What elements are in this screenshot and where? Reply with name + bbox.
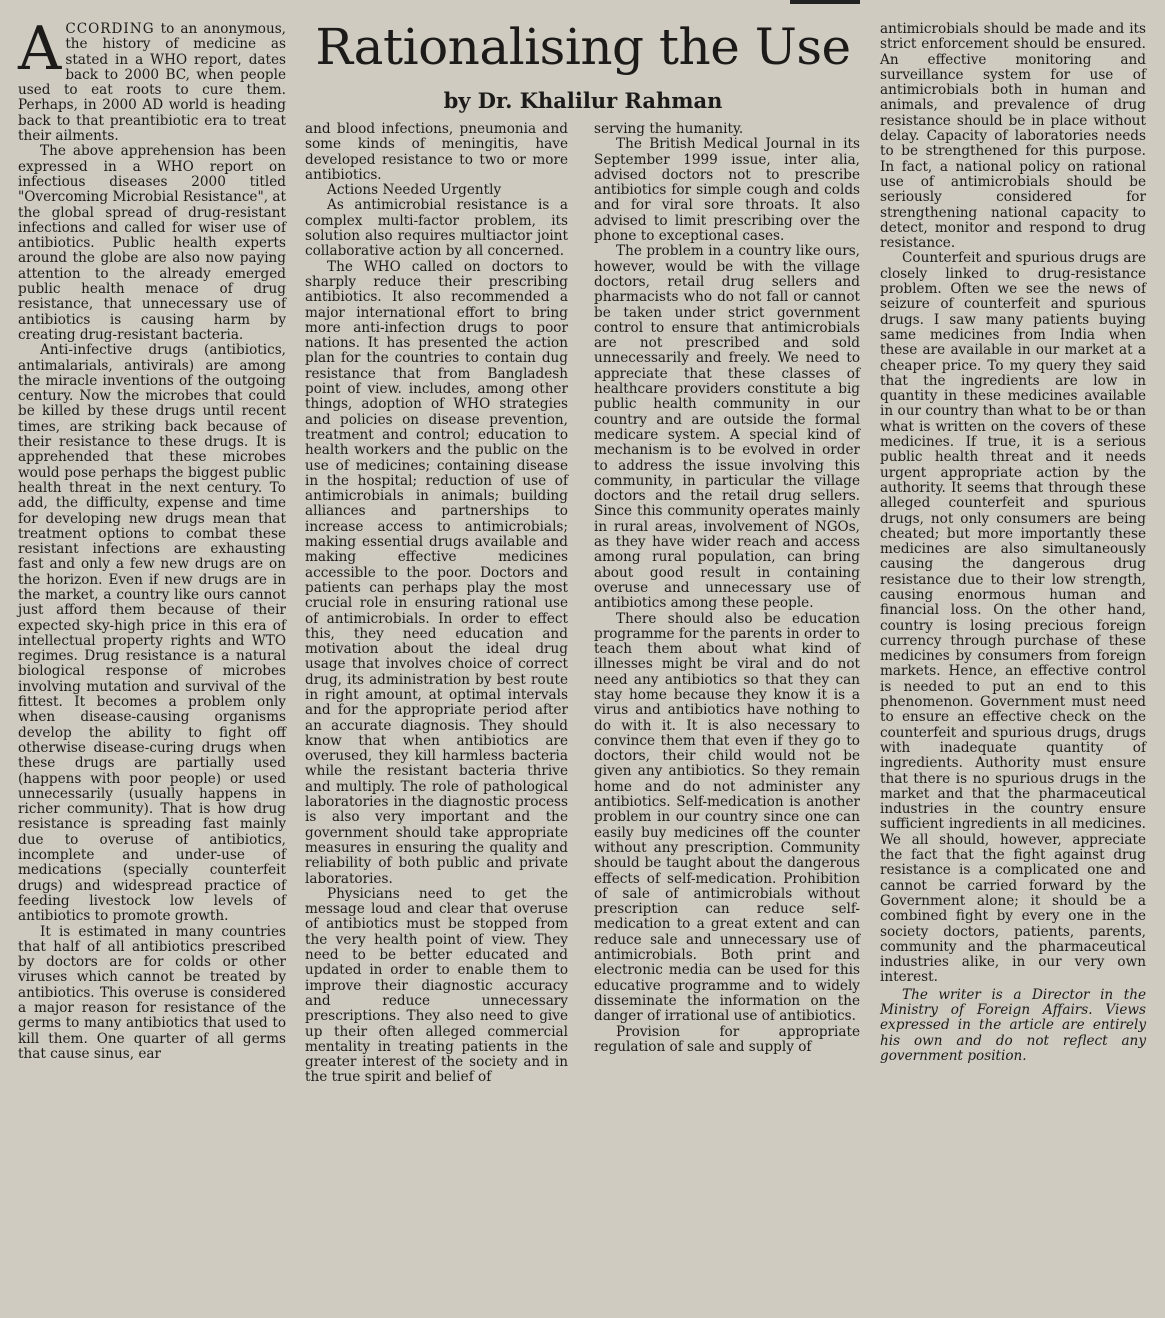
- paragraph: serving the humanity.: [594, 121, 744, 137]
- paragraph: Anti-infective drugs (antibiotics, antimalarials, antivirals) are among the miracle inventions of the outgoing century. Now the microbes that could be killed by these drugs until recent times, are striking back because of their resistance to these drugs. It is apprehended that these microbes would pose perhaps the biggest public health threat in the next century. To add, the difficulty, expense and time for developing new drugs mean that treatment options to combat these resistant infections are exhausting fast and only a few new drugs are on the horizon. Even if new drugs are in the market, a country like ours cannot just afford them because of their expected sky-high price in this era of intellectual property rights and WTO regimes. Drug resistance is a natural biological response of microbes involving mutation and survival of the fittest. It becomes a problem only when disease-causing organisms develop the ability to fight off otherwise disease-curing drugs when these drugs are partially used (happens with poor people) or used unnecessarily (usually happens in richer community). That is how drug resistance is spreading fast mainly due to overuse of antibiotics, incomplete and under-use of medications (specially counterfeit drugs) and widespread practice of feeding livestock low levels of antibiotics to promote growth.: [18, 342, 286, 925]
- subheading: Actions Needed Urgently: [327, 182, 502, 199]
- article-column-3: [594, 122, 860, 1055]
- author-note-text: The writer is a Director in the Ministry of Foreign Affairs. Views expressed in the article are entirely his own and do not reflect any government position.: [880, 986, 1146, 1064]
- paragraph: and blood infections, pneumonia and some kinds of meningitis, have developed resistance to two or more antibiotics.: [305, 121, 568, 183]
- top-rule: [790, 0, 860, 4]
- headline: Rationalising the Use: [315, 18, 851, 76]
- paragraph: The British Medical Journal in its September 1999 issue, inter alia, advised doctors not to prescribe antibiotics for simple cough and colds and for viral sore throats. It also advised to limit prescribing over the phone to exceptional cases.: [594, 136, 860, 245]
- paragraph: There should also be education programme for the parents in order to teach them about what kind of illnesses might be viral and do not need any antibiotics so that they can stay home because they know it is a virus and antibiotics have nothing to do with it. It is also necessary to convince them that even if they go to doctors, their child would not be given any antibiotics. So they remain home and do not administer any antibiotics. Self-medication is another problem in our country since one can easily buy medicines off the counter without any prescription. Community should be taught about the dangerous effects of self-medication. Prohibition of sale of antimicrobials without prescription can reduce self-medication to a great extent and can reduce sale and unnecessary use of antimicrobials. Both print and electronic media can be used for this educative programme and to widely disseminate the information on the danger of irrational use of antibiotics.: [594, 610, 860, 1025]
- paragraph: Provision for appropriate regulation of sale and supply of: [594, 1023, 860, 1055]
- byline: by Dr. Khalilur Rahman: [443, 88, 723, 113]
- article-column-2: [305, 122, 568, 1086]
- paragraph: Physicians need to get the message loud and clear that overuse of antibiotics must be stopped from the very health point of view. They need to be better educated and updated in order to enable them to improve their diagnostic accuracy and reduce unnecessary prescriptions. They also need to give up their often alleged commercial mentality in treating patients in the greater interest of the society and in the true spirit and belief of: [305, 885, 568, 1086]
- lead-paragraph: [18, 14, 286, 145]
- author-note: [880, 988, 1146, 1064]
- paragraph: Counterfeit and spurious drugs are closely linked to drug-resistance problem. Often we see the news of seizure of counterfeit and spurious drugs. I saw many patients buying same medicines from India when these are available in our market at a cheaper price. To my query they said that the ingredients are low in quantity in these medicines available in our country than what to be or than what is written on the covers of these medicines. If true, it is a serious public health threat and it needs urgent appropriate action by the authority. It seems that through these alleged counterfeit and spurious drugs, not only consumers are being cheated; but more importantly these medicines are also simultaneously causing the dangerous drug resistance due to their low strength, causing enormous human and financial loss. On the other hand, country is losing precious foreign currency through purchase of these medicines by consumers from foreign markets. Hence, an effective control is needed to put an end to this phenomenon. Government must need to ensure an effective check on the counterfeit and spurious drugs, drugs with inadequate quantity of ingredients. Authority must ensure that there is no spurious drugs in the market and that the pharmaceutical industries in the country ensure sufficient ingredients in all medicines. We all should, however, appreciate the fact that the fight against drug resistance is a complicated one and cannot be carried forward by the Government alone; it should be a combined fight by every one in the society doctors, patients, parents, community and the pharmaceutical industries alike, in our very own interest.: [880, 250, 1146, 986]
- article-column-1: [18, 14, 286, 1062]
- article-column-4: [880, 22, 1146, 1064]
- paragraph: The WHO called on doctors to sharply reduce their prescribing antibiotics. It also recommended a major international effort to bring more anti-infection drugs to poor nations. It has presented the action plan for the countries to contain dug resistance that from Bangladesh point of view. includes, among other things, adoption of WHO strategies and policies on disease prevention, treatment and control; education to health workers and the public on the use of medicines; containing disease in the hospital; reduction of use of antimicrobials in animals; building alliances and partnerships to increase access to antimicrobials; making essential drugs available and making effective medicines accessible to the poor. Doctors and patients can perhaps play the most crucial role in ensuring rational use of antimicrobials. In order to effect this, they need education and motivation about the ideal drug usage that involves choice of correct drug, its administration by best route in right amount, at optimal intervals and for the appropriate period after an accurate diagnosis. They should know that when antibiotics are overused, they kill harmless bacteria while the resistant bacteria thrive and multiply. The role of pathological laboratories in the diagnostic process is also very important and the government should take appropriate measures in ensuring the quality and reliability of both public and private laboratories.: [305, 258, 568, 887]
- drop-cap: A: [18, 14, 62, 84]
- paragraph: The problem in a country like ours, however, would be with the village doctors, retail drug sellers and pharmacists who do not fall or cannot be taken under strict government control to ensure that antimicrobials are not prescribed and sold unnecessarily and freely. We need to appreciate that these classes of healthcare providers constitute a big public health community in our country and are outside the formal medicare system. A special kind of mechanism is to be evolved in order to address the issue involving this community, in particular the village doctors and the retail drug sellers. Since this community operates mainly in rural areas, involvement of NGOs, as they have wider reach and access among rural population, can bring about good result in containing overuse and unnecessary use of antibiotics among these people.: [594, 243, 860, 612]
- lead-small-caps: CCORDING: [65, 21, 155, 37]
- paragraph: The above apprehension has been expressed in a WHO report on infectious diseases 2000 titled "Overcoming Microbial Resistance", at the global spread of drug-resistant infections and called for wiser use of antibiotics. Public health experts around the globe are also now paying attention to the already emerged public health menace of drug resistance, that unnecessary use of antibiotics is causing harm by creating drug-resistant bacteria.: [18, 143, 286, 343]
- lead-text: to an anonymous, the history of medicine as stated in a WHO report, dates back to 2000 BC, when people used to eat roots to cure them. Perhaps, in 2000 AD world is heading back to that preantibiotic era to treat their ailments.: [18, 21, 286, 145]
- paragraph: It is estimated in many countries that half of all antibiotics prescribed by doctors are for colds or other viruses which cannot be treated by antibiotics. This overuse is considered a major reason for resistance of the germs to many antibiotics that used to kill them. One quarter of all germs that cause sinus, ear: [18, 923, 286, 1062]
- paragraph: As antimicrobial resistance is a complex multi-factor problem, its solution also requires multiactor joint collaborative action by all concerned.: [305, 197, 568, 260]
- paragraph: antimicrobials should be made and its strict enforcement should be ensured. An effective monitoring and surveillance system for use of antimicrobials both in human and animals, and prevalence of drug resistance should be in place without delay. Capacity of laboratories needs to be strengthened for this purpose. In fact, a national policy on rational use of antimicrobials should be seriously considered for strengthening national capacity to detect, monitor and respond to drug resistance.: [880, 21, 1146, 252]
